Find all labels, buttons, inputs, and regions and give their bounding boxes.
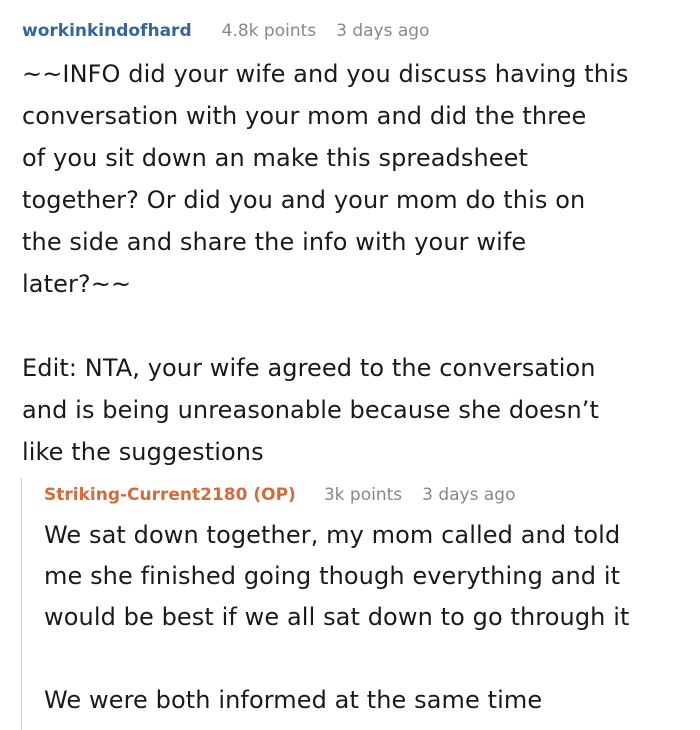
comment-text-line: later?~~ bbox=[22, 270, 132, 298]
reply-meta bbox=[44, 481, 700, 509]
comment-paragraph bbox=[22, 347, 694, 473]
comment-points: 4.8k points bbox=[221, 21, 317, 41]
comment-timestamp[interactable]: 3 days ago bbox=[336, 21, 430, 41]
parent-comment bbox=[22, 17, 694, 473]
comment-text-line: Edit: NTA, your wife agreed to the conversation bbox=[22, 354, 596, 382]
reply-timestamp[interactable]: 3 days ago bbox=[422, 485, 516, 505]
comment-paragraph bbox=[22, 53, 694, 305]
reply-text-line: me she finished going though everything and it bbox=[44, 562, 621, 590]
paragraph-spacer bbox=[22, 305, 694, 347]
paragraph-spacer bbox=[44, 638, 700, 680]
comment-text-line: together? Or did you and your mom do this on bbox=[22, 186, 586, 214]
comment-text-line: like the suggestions bbox=[22, 438, 264, 466]
comment-text-line: ~~INFO did your wife and you discuss having this bbox=[22, 60, 629, 88]
comment-meta bbox=[22, 17, 694, 45]
comment-text-line: and is being unreasonable because she doesn’t bbox=[22, 396, 600, 424]
reply-paragraph bbox=[44, 680, 700, 721]
comment-author-link[interactable]: workinkindofhard bbox=[22, 21, 192, 41]
comment-text-line: of you sit down an make this spreadsheet bbox=[22, 144, 529, 172]
reply-content bbox=[44, 481, 700, 721]
reply-comment bbox=[21, 478, 700, 730]
reply-text-line: We were both informed at the same time bbox=[44, 686, 543, 714]
comment-body bbox=[22, 53, 694, 473]
reply-text-line: We sat down together, my mom called and told bbox=[44, 521, 621, 549]
reply-points: 3k points bbox=[323, 485, 403, 505]
reply-text-line: would be best if we all sat down to go through it bbox=[44, 603, 630, 631]
reply-author-link[interactable]: Striking-Current2180 (OP) bbox=[44, 485, 296, 505]
comment-text-line: conversation with your mom and did the three bbox=[22, 102, 587, 130]
comment-text-line: the side and share the info with your wife bbox=[22, 228, 527, 256]
reply-paragraph bbox=[44, 515, 700, 638]
reply-body bbox=[44, 515, 700, 721]
